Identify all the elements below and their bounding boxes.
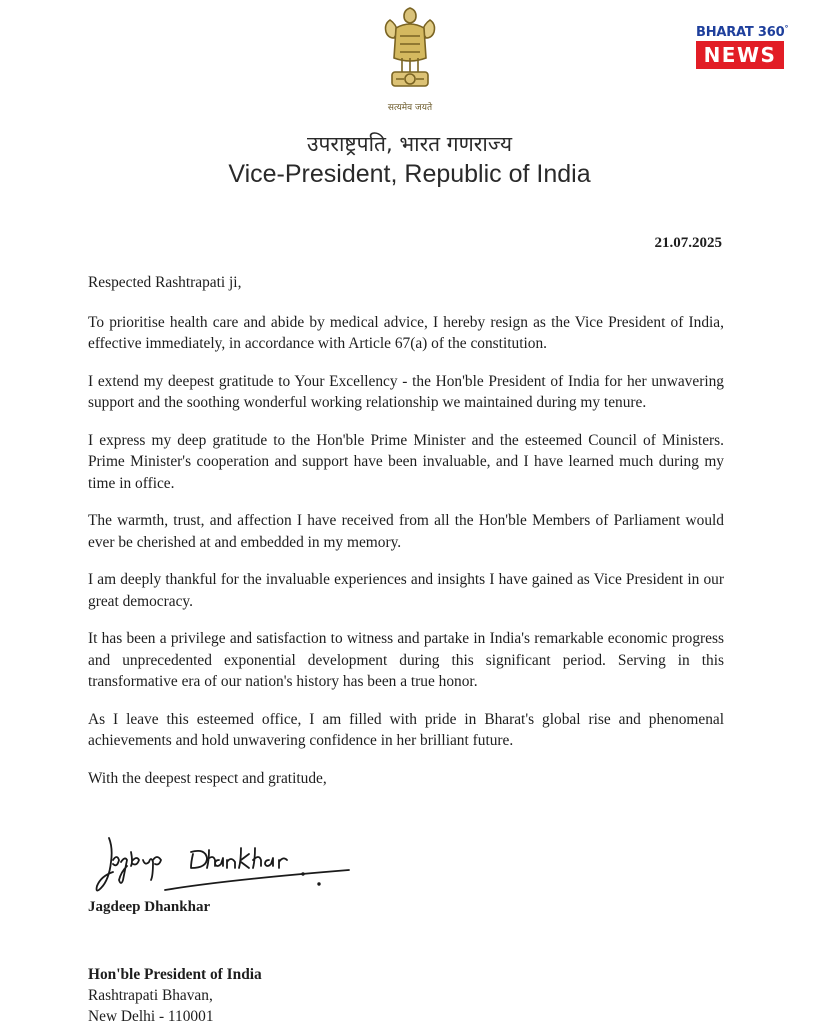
addressee-line-1: Rashtrapati Bhavan,	[88, 987, 213, 1004]
letterhead-hindi-title: उपराष्ट्रपति, भारत गणराज्य	[306, 132, 513, 156]
paragraph-thankful: I am deeply thankful for the invaluable experiences and insights I have gained as Vice President in our great democracy.	[88, 571, 724, 610]
addressee-line-2: New Delhi - 110001	[88, 1008, 214, 1025]
handwritten-signature	[95, 830, 355, 898]
logo-degree: °	[784, 24, 789, 33]
letterhead-english-title: Vice-President, Republic of India	[228, 160, 591, 188]
closing-line: With the deepest respect and gratitude,	[88, 769, 327, 787]
paragraph-pride: As I leave this esteemed office, I am filled with pride in Bharat's global rise and phenomenal achievements and hold unwavering confidence in her brilliant future.	[88, 710, 724, 749]
paragraph-pm-gratitude: I express my deep gratitude to the Hon'ble Prime Minister and the esteemed Council of Ministers. Prime Minister's cooperation and support have been invaluable, and I have learned much during my time in office.	[88, 431, 724, 492]
logo-brand-name: BHARAT 360	[696, 25, 785, 40]
addressee-title: Hon'ble President of India	[88, 966, 262, 983]
bharat-360-news-logo	[696, 22, 789, 69]
paragraph-president-gratitude: I extend my deepest gratitude to Your Excellency - the Hon'ble President of India for her unwavering support and the soothing wonderful working relationship we maintained during my tenure.	[88, 372, 724, 411]
paragraph-resignation: To prioritise health care and abide by medical advice, I hereby resign as the Vice President of India, effective immediately, in accordance with Article 67(a) of the constitution.	[88, 313, 724, 352]
paragraph-parliament: The warmth, trust, and affection I have received from all the Hon'ble Members of Parliament would ever be cherished at and embedded in my memory.	[88, 512, 724, 551]
letter-date: 21.07.2025	[654, 235, 722, 251]
signatory-name: Jagdeep Dhankhar	[88, 899, 211, 915]
paragraph-privilege: It has been a privilege and satisfaction to witness and partake in India's remarkable economic progress and unprecedented exponential development during this significant period. Serving in this transformative era of our nation's history has been a true honor.	[88, 630, 724, 690]
letter-body	[88, 272, 724, 805]
logo-news-box: NEWS	[696, 41, 784, 69]
emblem-motto: सत्यमेव जयते	[387, 103, 433, 113]
national-emblem-icon	[372, 2, 448, 100]
addressee-block	[88, 964, 262, 1027]
logo-brand-text	[696, 22, 789, 40]
salutation: Respected Rashtrapati ji,	[88, 274, 242, 291]
